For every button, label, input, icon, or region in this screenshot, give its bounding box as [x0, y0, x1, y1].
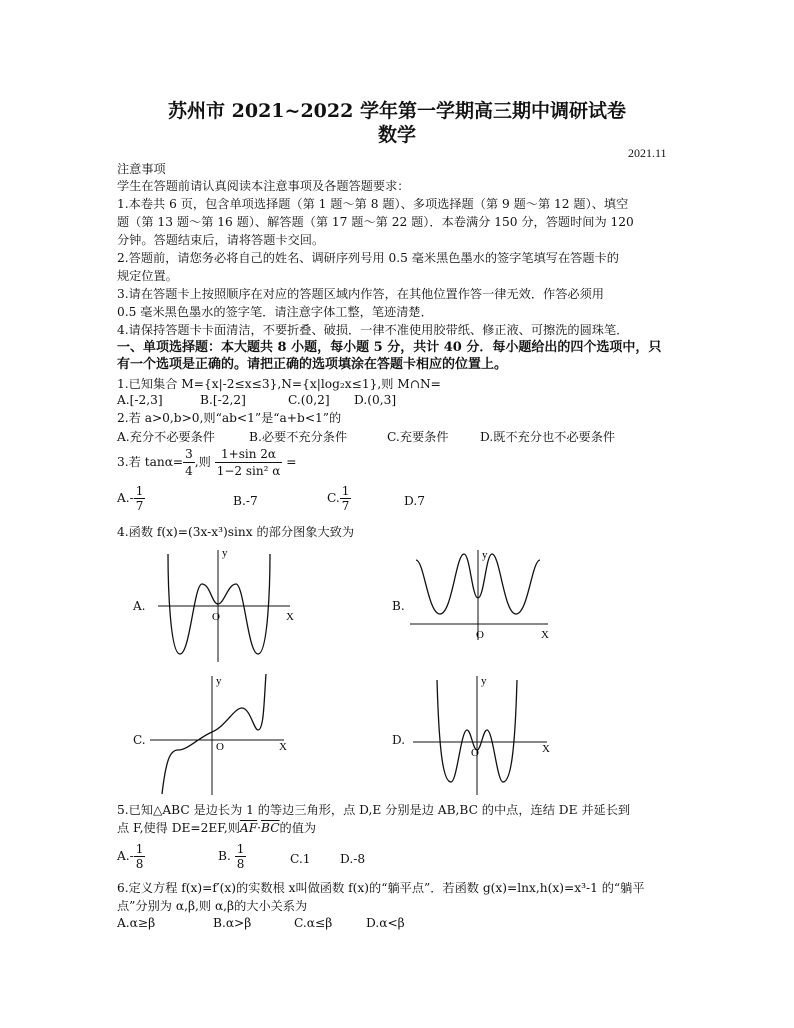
q3-option-d: D.7: [404, 494, 425, 508]
q3-fraction-expr: [215, 446, 283, 479]
notes-heading: 注意事项: [117, 162, 166, 176]
q1-stem: 1.已知集合 M={x|-2≤x≤3},N={x|log₂x≤1},则 M∩N=: [117, 377, 441, 391]
q4-graph-b: [410, 544, 555, 644]
y-axis-label: y: [222, 547, 228, 559]
option-fraction: [134, 484, 146, 513]
notes-line: 学生在答题前请认真阅读本注意事项及各题答题要求：: [117, 179, 410, 193]
q3-option-a: [117, 484, 145, 513]
q5-option-a: [117, 842, 145, 871]
q6-option-c: C.α≤β: [294, 916, 333, 930]
q5-stem-prefix: 点 F,使得 DE=2EF,则: [117, 821, 240, 835]
q5-option-b: [218, 842, 246, 871]
q4-graph-a: [158, 544, 298, 664]
frac-denominator: 7: [341, 499, 350, 513]
dot-operator: ·: [257, 821, 262, 835]
q1-option-a: A.[-2,3]: [117, 393, 163, 407]
notes-line: 4.请保持答题卡卡面清洁，不要折叠、破损．一律不准使用胶带纸、修正液、可擦洗的圆珠笔．: [117, 323, 629, 337]
option-prefix: B.: [218, 849, 231, 863]
q3-suffix: =: [286, 455, 297, 469]
q1-option-c: C.(0,2]: [288, 393, 330, 407]
q4-graph-c: [150, 670, 295, 800]
exam-title: 苏州市 2021~2022 学年第一学期高三期中调研试卷: [168, 100, 626, 122]
option-prefix: C.: [327, 491, 340, 505]
frac-denominator: 4: [185, 464, 193, 478]
origin-label: O: [476, 629, 484, 641]
q6-option-d: D.α<β: [366, 916, 405, 930]
x-axis-label: X: [279, 741, 287, 753]
section1-heading-cont: 有一个选项是正确的。请把正确的选项填涂在答题卡相应的位置上。: [117, 357, 508, 372]
origin-label: O: [216, 741, 224, 753]
x-axis-label: X: [286, 611, 294, 623]
vector-bc: $\overline{BC}$: [261, 821, 280, 835]
q4-graph-a-label: A.: [133, 599, 146, 613]
frac-numerator: 1: [236, 842, 245, 856]
q6-option-a: A.α≥β: [117, 916, 156, 930]
q2-stem: 2.若 a>0,b>0,则“ab<1”是“a+b<1”的: [117, 411, 342, 425]
frac-numerator: 3: [185, 447, 193, 461]
origin-label: O: [471, 747, 479, 759]
option-prefix: A.-: [117, 849, 134, 863]
notes-line: 0.5 毫米黑色墨水的签字笔．请注意字体工整，笔迹清楚．: [117, 305, 433, 319]
q5-stem-cont: [117, 820, 316, 836]
q2-option-a: A.充分不必要条件: [117, 430, 215, 444]
q5-option-d: D.-8: [340, 852, 366, 866]
q6-option-b: B.α>β: [213, 916, 252, 930]
curve: [168, 554, 270, 654]
notes-line: 分钟。答题结束后，请将答题卡交回。: [117, 233, 325, 247]
x-axis-label: X: [541, 629, 549, 641]
notes-line: 3.请在答题卡上按照顺序在对应的答题区域内作答，在其他位置作答一律无效．作答必须用: [117, 287, 604, 301]
q6-stem: 6.定义方程 f(x)=f′(x)的实数根 x叫做函数 f(x)的“躺平点”．若函数 g(x)=lnx,h(x)=x³-1 的“躺平: [117, 881, 645, 895]
curve: [162, 674, 266, 794]
option-prefix: A.-: [117, 491, 134, 505]
y-axis-label: y: [482, 549, 488, 561]
q3-option-b: B.-7: [233, 494, 258, 508]
frac-denominator: 7: [135, 499, 144, 513]
q3-fraction-tan: [183, 446, 195, 479]
exam-date: 2021.11: [628, 146, 667, 160]
vector-af: $\overline{AF}$: [239, 821, 258, 835]
x-axis-label: X: [542, 743, 550, 755]
q3-prefix: 3.若 tanα=: [117, 455, 184, 469]
option-fraction: [235, 842, 247, 871]
y-axis-label: y: [216, 675, 222, 687]
q3-stem: [117, 446, 296, 479]
q4-graph-d-label: D.: [392, 733, 406, 747]
frac-denominator: 8: [135, 857, 144, 871]
q5-stem-suffix: 的值为: [279, 821, 317, 835]
q4-stem: 4.函数 f(x)=(3x-x³)sinx 的部分图象大致为: [117, 525, 355, 539]
notes-line: 规定位置。: [117, 269, 178, 283]
notes-line: 题（第 13 题～第 16 题）、解答题（第 17 题～第 22 题）．本卷满分 150 分，答题时间为 120: [117, 215, 634, 229]
notes-line: 1.本卷共 6 页，包含单项选择题（第 1 题～第 8 题）、多项选择题（第 9 题～第 12 题）、填空: [117, 197, 629, 211]
q6-stem-cont: 点”分别为 α,β,则 α,β的大小关系为: [117, 899, 308, 913]
q1-option-d: D.(0,3]: [354, 393, 397, 407]
frac-denominator: 8: [236, 857, 245, 871]
option-fraction: [134, 842, 146, 871]
q5-stem: 5.已知△ABC 是边长为 1 的等边三角形，点 D,E 分别是边 AB,BC 的中点，连结 DE 并延长到: [117, 803, 631, 817]
frac-numerator: 1: [341, 484, 350, 498]
y-axis-label: y: [481, 675, 487, 687]
option-fraction: [340, 484, 352, 513]
q2-option-c: C.充要条件: [387, 430, 449, 444]
exam-subject: 数学: [377, 124, 416, 146]
origin-label: O: [212, 611, 220, 623]
q3-mid: ,则: [194, 455, 211, 469]
frac-denominator: 1−2 sin² α: [216, 464, 281, 478]
q2-option-b: B.必要不充分条件: [249, 430, 348, 444]
frac-numerator: 1: [135, 842, 144, 856]
frac-numerator: 1: [135, 484, 144, 498]
q4-graph-d: [413, 670, 558, 800]
notes-line: 2.答题前，请您务必将自己的姓名、调研序列号用 0.5 毫米黑色墨水的签字笔填写在答题卡的: [117, 251, 619, 265]
section1-heading: 一、单项选择题：本大题共 8 小题，每小题 5 分，共计 40 分．每小题给出的四个选项中，只: [117, 340, 662, 355]
q3-option-c: [327, 484, 351, 513]
q1-option-b: B.[-2,2]: [200, 393, 246, 407]
frac-numerator: 1+sin 2α: [215, 446, 283, 463]
q4-graph-c-label: C.: [133, 733, 146, 747]
q2-option-d: D.既不充分也不必要条件: [480, 430, 616, 444]
q5-option-c: C.1: [290, 852, 311, 866]
q4-graph-b-label: B.: [392, 599, 405, 613]
